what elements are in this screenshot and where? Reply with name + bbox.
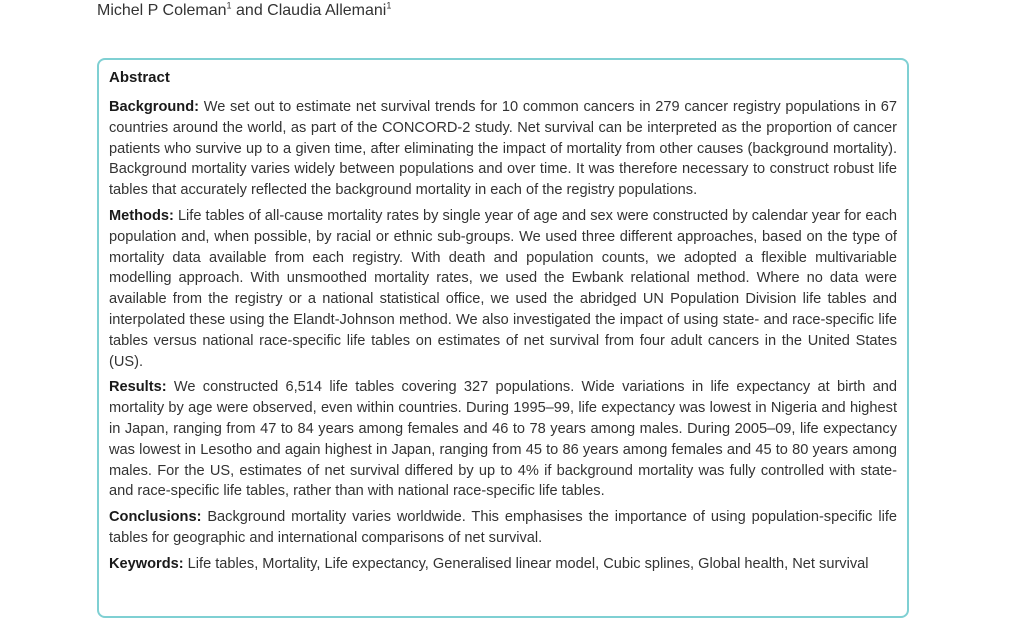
section-text: We set out to estimate net survival trends for 10 common cancers in 279 cancer registry populations in 67 countries around the world, as part of the CONCORD-2 study. Net survival can be interpreted as the proportion of cancer patients who survive up to a given time, after eliminating the impact of mortality from other causes (background mortality). Background mortality varies widely between populations and over time. It was therefore necessary to construct robust life tables that accurately reflected the background mortality in each of the registry populations.: [109, 99, 897, 199]
section-label: Results:: [109, 379, 167, 396]
author-name: Claudia Allemani: [267, 2, 387, 19]
author-line: [97, 0, 391, 22]
abstract-section-keywords: [109, 554, 897, 575]
abstract-box: [97, 58, 909, 618]
author-joiner: and: [236, 2, 263, 19]
section-label: Background:: [109, 99, 199, 115]
section-label: Methods:: [109, 207, 174, 224]
abstract-section-results: [109, 377, 897, 502]
affiliation-marker: 1: [226, 0, 232, 11]
section-label: Conclusions:: [109, 509, 202, 526]
section-text: Life tables, Mortality, Life expectancy, Generalised linear model, Cubic splines, Global health, Net survival: [187, 555, 869, 572]
affiliation-marker: 1: [386, 0, 392, 11]
section-text: Background mortality varies worldwide. This emphasises the importance of using population-specific life tables for geographic and international comparisons of net survival.: [109, 509, 897, 546]
section-text: Life tables of all-cause mortality rates by single year of age and sex were constructed by calendar year for each population and, when possible, by racial or ethnic sub-groups. We used three different approaches, based on the type of mortality data available from each registry. With death and population counts, we adopted a flexible multivariable modelling approach. With unsmoothed mortality rates, we used the Ewbank relational method. Where no data were available from the registry or a national statistical office, we used the abridged UN Population Division life tables and interpolated these using the Elandt-Johnson method. We also investigated the impact of using state- and race-specific life tables versus national race-specific life tables on estimates of net survival from four adult cancers in the United States (US).: [109, 207, 897, 370]
abstract-section-methods: [109, 206, 897, 372]
abstract-title: Abstract: [109, 69, 170, 86]
section-label: Keywords:: [109, 555, 184, 572]
abstract-section-background: [109, 97, 897, 201]
author-name: Michel P Coleman: [97, 2, 227, 19]
section-text: We constructed 6,514 life tables covering 327 populations. Wide variations in life expectancy at birth and mortality by age were observed, even within countries. During 1995–99, life expectancy was lowest in Nigeria and highest in Japan, ranging from 47 to 84 years among females and 46 to 78 years among males. During 2005–09, life expectancy was lowest in Lesotho and again highest in Japan, ranging from 45 to 86 years among females and 45 to 80 years among males. For the US, estimates of net survival differed by up to 4% if background mortality was fully controlled with state- and race-specific life tables, rather than with national race-specific life tables.: [109, 379, 897, 500]
abstract-section-conclusions: [109, 507, 897, 549]
